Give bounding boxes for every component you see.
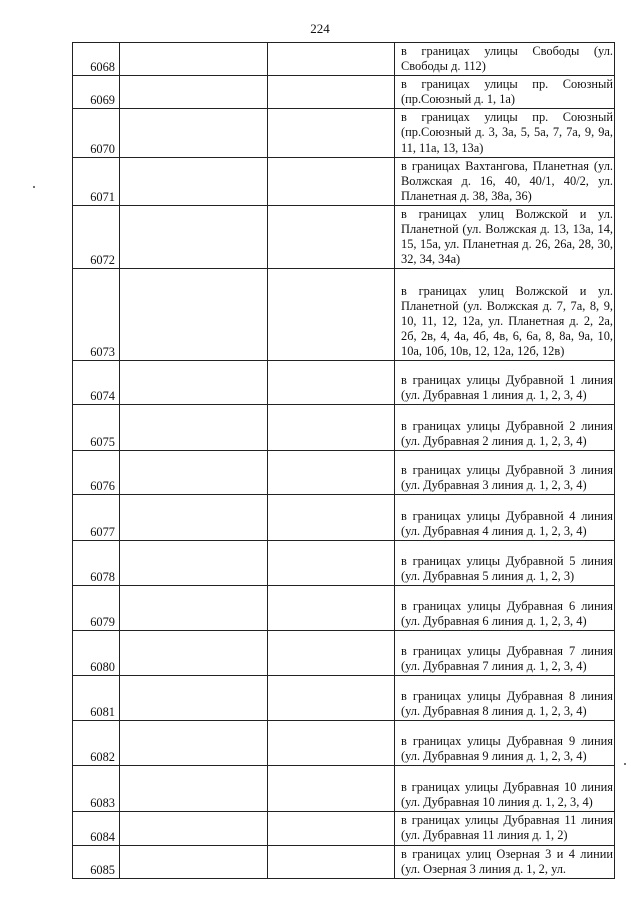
- empty-cell: [268, 205, 395, 268]
- empty-cell: [268, 721, 395, 766]
- row-number: 6081: [73, 676, 120, 721]
- table-row: [73, 361, 615, 405]
- empty-cell: [120, 361, 268, 405]
- empty-cell: [120, 812, 268, 845]
- row-number: 6080: [73, 631, 120, 676]
- empty-cell: [120, 76, 268, 109]
- row-number: 6070: [73, 109, 120, 157]
- empty-cell: [120, 541, 268, 586]
- empty-cell: [268, 812, 395, 845]
- registry-table-body: [73, 43, 615, 879]
- empty-cell: [120, 405, 268, 451]
- boundary-description: в границах улицы Свободы (ул. Свободы д. 112): [395, 43, 615, 76]
- boundary-description: в границах улиц Волжской и ул. Планетной (ул. Волжская д. 13, 13а, 14, 15, 15а, ул. Планетная д. 26, 26а, 28, 30, 32, 34, 34а): [395, 205, 615, 268]
- boundary-description: в границах улицы Дубравная 11 линия (ул. Дубравная 11 линия д. 1, 2): [395, 812, 615, 845]
- empty-cell: [268, 766, 395, 812]
- boundary-description: в границах улиц Озерная 3 и 4 линии (ул. Озерная 3 линия д. 1, 2, ул.: [395, 845, 615, 878]
- row-number: 6077: [73, 495, 120, 541]
- empty-cell: [268, 109, 395, 157]
- table-row: [73, 157, 615, 205]
- row-number: 6072: [73, 205, 120, 268]
- row-number: 6073: [73, 269, 120, 361]
- boundary-description: в границах улиц Волжской и ул. Планетной (ул. Волжская д. 7, 7а, 8, 9, 10, 11, 12, 12а, ул. Планетная д. 2, 2а, 2б, 2в, 4, 4а, 4б, 4в, 6, 6а, 8, 8а, 9а, 10, 10а, 10б, 10в, 12, 12а, 12б, 12в): [395, 269, 615, 361]
- empty-cell: [268, 541, 395, 586]
- row-number: 6079: [73, 586, 120, 631]
- scan-speck: [33, 186, 35, 188]
- scan-speck: [624, 763, 626, 765]
- empty-cell: [268, 361, 395, 405]
- table-row: [73, 205, 615, 268]
- empty-cell: [268, 676, 395, 721]
- empty-cell: [120, 766, 268, 812]
- boundary-description: в границах улицы Дубравной 5 линия (ул. Дубравная 5 линия д. 1, 2, 3): [395, 541, 615, 586]
- table-row: [73, 766, 615, 812]
- empty-cell: [268, 405, 395, 451]
- table-row: [73, 495, 615, 541]
- row-number: 6083: [73, 766, 120, 812]
- empty-cell: [268, 495, 395, 541]
- table-row: [73, 405, 615, 451]
- row-number: 6068: [73, 43, 120, 76]
- row-number: 6069: [73, 76, 120, 109]
- boundary-description: в границах улицы Дубравная 6 линия (ул. Дубравная 6 линия д. 1, 2, 3, 4): [395, 586, 615, 631]
- empty-cell: [120, 676, 268, 721]
- table-row: [73, 43, 615, 76]
- empty-cell: [268, 631, 395, 676]
- table-row: [73, 812, 615, 845]
- boundary-description: в границах улицы пр. Союзный (пр.Союзный д. 1, 1а): [395, 76, 615, 109]
- empty-cell: [268, 845, 395, 878]
- boundary-description: в границах улицы Дубравная 8 линия (ул. Дубравная 8 линия д. 1, 2, 3, 4): [395, 676, 615, 721]
- boundary-description: в границах улицы Дубравной 4 линия (ул. Дубравная 4 линия д. 1, 2, 3, 4): [395, 495, 615, 541]
- empty-cell: [120, 43, 268, 76]
- table-row: [73, 586, 615, 631]
- empty-cell: [268, 157, 395, 205]
- empty-cell: [120, 586, 268, 631]
- row-number: 6085: [73, 845, 120, 878]
- empty-cell: [268, 43, 395, 76]
- table-row: [73, 451, 615, 495]
- row-number: 6074: [73, 361, 120, 405]
- page-number: 224: [310, 21, 330, 36]
- registry-table: [72, 42, 615, 879]
- row-number: 6071: [73, 157, 120, 205]
- empty-cell: [120, 845, 268, 878]
- empty-cell: [120, 205, 268, 268]
- table-row: [73, 541, 615, 586]
- empty-cell: [120, 109, 268, 157]
- empty-cell: [120, 451, 268, 495]
- table-row: [73, 269, 615, 361]
- empty-cell: [120, 269, 268, 361]
- row-number: 6075: [73, 405, 120, 451]
- boundary-description: в границах улицы Дубравная 10 линия (ул. Дубравная 10 линия д. 1, 2, 3, 4): [395, 766, 615, 812]
- row-number: 6078: [73, 541, 120, 586]
- empty-cell: [268, 586, 395, 631]
- table-row: [73, 76, 615, 109]
- table-row: [73, 109, 615, 157]
- boundary-description: в границах улицы Дубравной 2 линия (ул. Дубравная 2 линия д. 1, 2, 3, 4): [395, 405, 615, 451]
- empty-cell: [120, 157, 268, 205]
- table-row: [73, 721, 615, 766]
- row-number: 6084: [73, 812, 120, 845]
- table-row: [73, 631, 615, 676]
- boundary-description: в границах улицы Дубравная 7 линия (ул. Дубравная 7 линия д. 1, 2, 3, 4): [395, 631, 615, 676]
- boundary-description: в границах улицы Дубравной 3 линия (ул. Дубравная 3 линия д. 1, 2, 3, 4): [395, 451, 615, 495]
- table-row: [73, 676, 615, 721]
- boundary-description: в границах улицы Дубравная 9 линия (ул. Дубравная 9 линия д. 1, 2, 3, 4): [395, 721, 615, 766]
- empty-cell: [120, 631, 268, 676]
- empty-cell: [268, 451, 395, 495]
- empty-cell: [120, 495, 268, 541]
- boundary-description: в границах Вахтангова, Планетная (ул. Волжская д. 16, 40, 40/1, 40/2, ул. Планетная д. 38, 38а, 36): [395, 157, 615, 205]
- empty-cell: [268, 269, 395, 361]
- table-row: [73, 845, 615, 878]
- row-number: 6082: [73, 721, 120, 766]
- row-number: 6076: [73, 451, 120, 495]
- empty-cell: [120, 721, 268, 766]
- boundary-description: в границах улицы Дубравной 1 линия (ул. Дубравная 1 линия д. 1, 2, 3, 4): [395, 361, 615, 405]
- empty-cell: [268, 76, 395, 109]
- boundary-description: в границах улицы пр. Союзный (пр.Союзный д. 3, 3а, 5, 5а, 7, 7а, 9, 9а, 11, 11а, 13, 13а): [395, 109, 615, 157]
